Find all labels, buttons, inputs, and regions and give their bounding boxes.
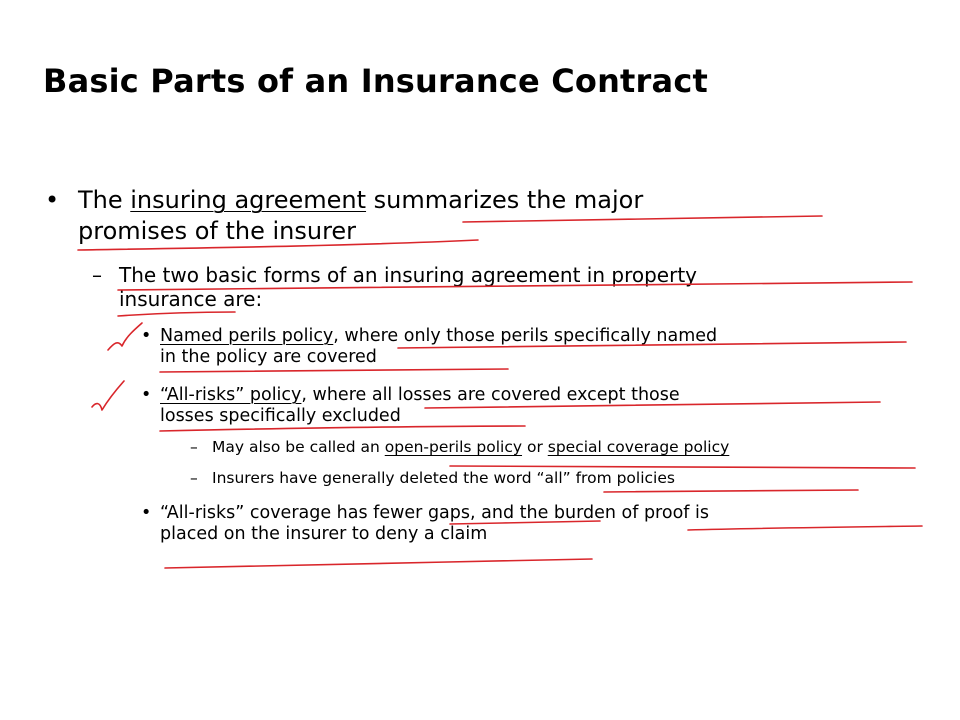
dash-marker: –: [92, 263, 102, 287]
ink-underline: [165, 559, 592, 568]
ink-check: [108, 323, 142, 350]
dash-marker: –: [190, 438, 198, 456]
ink-underline: [118, 312, 235, 316]
bullet-marker: •: [141, 503, 152, 523]
ink-underline: [463, 216, 822, 222]
underlined-term: special coverage policy: [547, 438, 730, 456]
bullet-insuring-agreement: [78, 186, 643, 214]
bullet-text: summarizes the major: [366, 186, 644, 214]
bullet-text: , where all losses are covered except those: [301, 385, 680, 405]
bullet-named-perils: [160, 326, 717, 346]
ink-underline: [160, 426, 525, 431]
subbullet-continuation: insurance are:: [119, 287, 263, 311]
bullet-text: , where only those perils specifically named: [333, 326, 718, 346]
bullet-text: or: [522, 438, 548, 456]
underlined-term: insuring agreement: [130, 186, 367, 214]
ink-underline: [688, 526, 922, 530]
bullet-marker: •: [141, 326, 152, 346]
ink-underline: [160, 369, 508, 372]
underlined-term: “All-risks” policy: [160, 385, 302, 405]
ink-underline: [604, 490, 858, 492]
dash-marker: –: [190, 469, 198, 487]
underlined-term: open-perils policy: [384, 438, 523, 456]
subbullet-deleted-all: Insurers have generally deleted the word “all” from policies: [212, 469, 675, 487]
bullet-continuation: losses specifically excluded: [160, 406, 401, 426]
ink-underline: [450, 466, 915, 468]
bullet-text: The: [78, 186, 131, 214]
subbullet-open-perils: [212, 438, 729, 456]
underlined-term: Named perils policy: [160, 326, 334, 346]
bullet-continuation: promises of the insurer: [78, 217, 357, 245]
bullet-marker: •: [45, 186, 60, 214]
bullet-all-risks: [160, 385, 680, 405]
bullet-continuation: in the policy are covered: [160, 347, 377, 367]
bullet-text: May also be called an: [212, 438, 385, 456]
bullet-continuation: placed on the insurer to deny a claim: [160, 524, 488, 544]
ink-check: [92, 381, 124, 410]
slide-title: Basic Parts of an Insurance Contract: [43, 62, 708, 100]
subbullet-two-basic-forms: The two basic forms of an insuring agreement in property: [119, 263, 698, 287]
bullet-marker: •: [141, 385, 152, 405]
bullet-fewer-gaps: “All-risks” coverage has fewer gaps, and the burden of proof is: [160, 503, 709, 523]
